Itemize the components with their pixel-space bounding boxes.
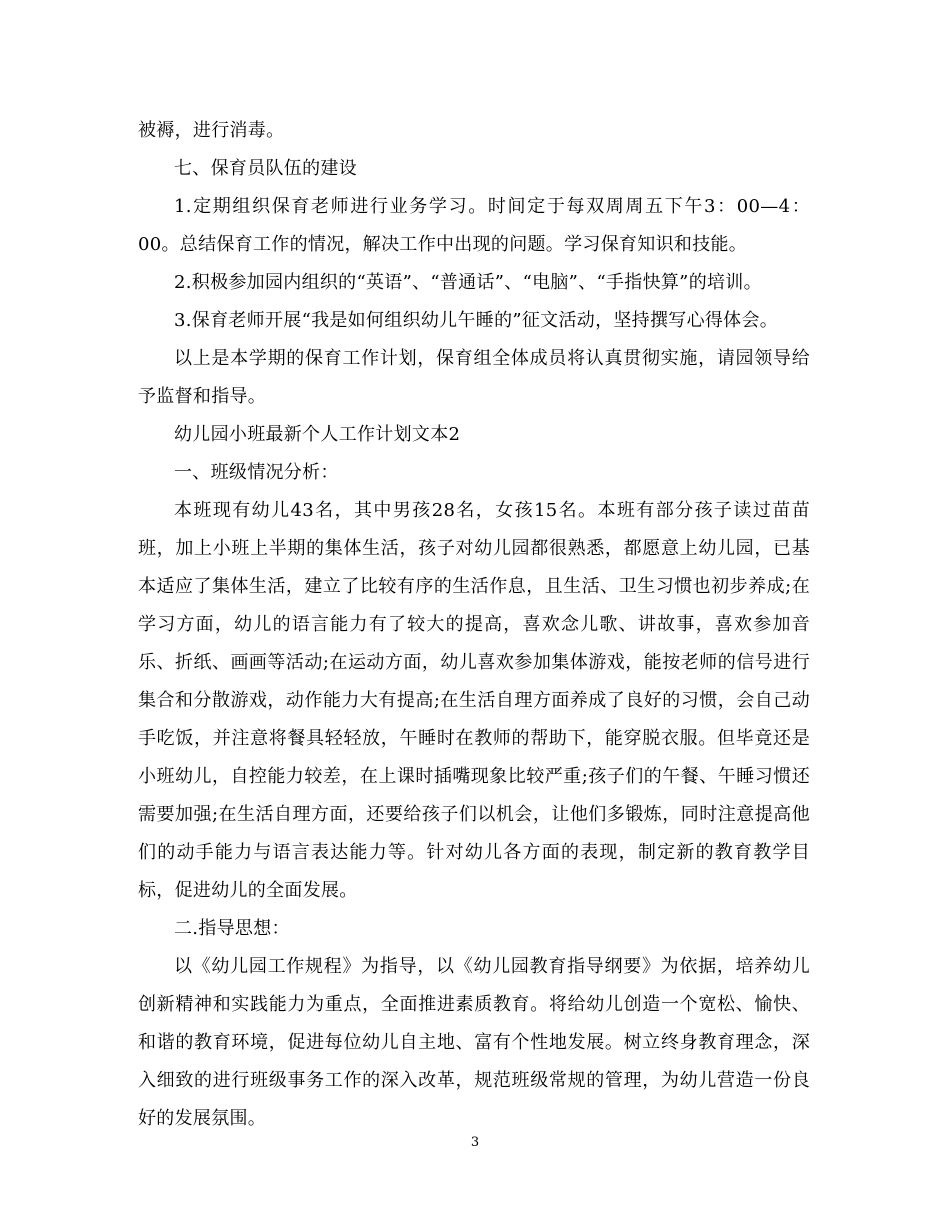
section-heading-seven: 七、保育员队伍的建设: [174, 158, 357, 179]
class-analysis-paragraph: 本班现有幼儿43名，其中男孩28名，女孩15名。本班有部分孩子读过苗苗班，加上小班上半期的集体生活，孩子对幼儿园都很熟悉，都愿意上幼儿园，已基本适应了集体生活，建立了比较有序的生活作息，且生活、卫生习惯也初步养成;在学习方面，幼儿的语言能力有了较大的提高，喜欢念儿歌、讲故事，喜欢参加音乐、折纸、画画等活动;在运动方面，幼儿喜欢参加集体游戏，能按老师的信号进行集合和分散游戏，动作能力大有提高;在生活自理方面养成了良好的习惯，会自己动手吃饭，并注意将餐具轻轻放，午睡时在教师的帮助下，能穿脱衣服。但毕竟还是小班幼儿，自控能力较差，在上课时插嘴现象比较严重;孩子们的午餐、午睡习惯还需要加强;在生活自理方面，还要给孩子们以机会，让他们多锻炼，同时注意提高他们的动手能力与语言表达能力等。针对幼儿各方面的表现，制定新的教育教学目标，促进幼儿的全面发展。: [138, 500, 810, 901]
list-item-1: 1.定期组织保育老师进行业务学习。时间定于每双周周五下午3：00—4：00。总结保育工作的情况，解决工作中出现的问题。学习保育知识和技能。: [138, 196, 810, 255]
section-heading-class-analysis: 一、班级情况分析：: [174, 462, 339, 483]
closing-paragraph: 以上是本学期的保育工作计划，保育组全体成员将认真贯彻实施，请园领导给予监督和指导。: [138, 348, 810, 407]
section-heading-guiding-thought: 二.指导思想：: [174, 918, 290, 939]
paragraph-continuation: 被褥，进行消毒。: [138, 120, 285, 141]
document-title-2: 幼儿园小班最新个人工作计划文本2: [174, 424, 461, 445]
list-item-3: 3.保育老师开展“我是如何组织幼儿午睡的”征文活动，坚持撰写心得体会。: [174, 310, 779, 331]
list-item-2: 2.积极参加园内组织的“英语”、“普通话”、“电脑”、“手指快算”的培训。: [174, 272, 762, 293]
page-number: 3: [470, 1135, 480, 1150]
guiding-thought-paragraph: 以《幼儿园工作规程》为指导，以《幼儿园教育指导纲要》为依据，培养幼儿创新精神和实践能力为重点，全面推进素质教育。将给幼儿创造一个宽松、愉快、和谐的教育环境，促进每位幼儿自主地、富有个性地发展。树立终身教育理念，深入细致的进行班级事务工作的深入改革，规范班级常规的管理，为幼儿营造一份良好的发展氛围。: [138, 956, 810, 1129]
document-body: [138, 112, 810, 1138]
